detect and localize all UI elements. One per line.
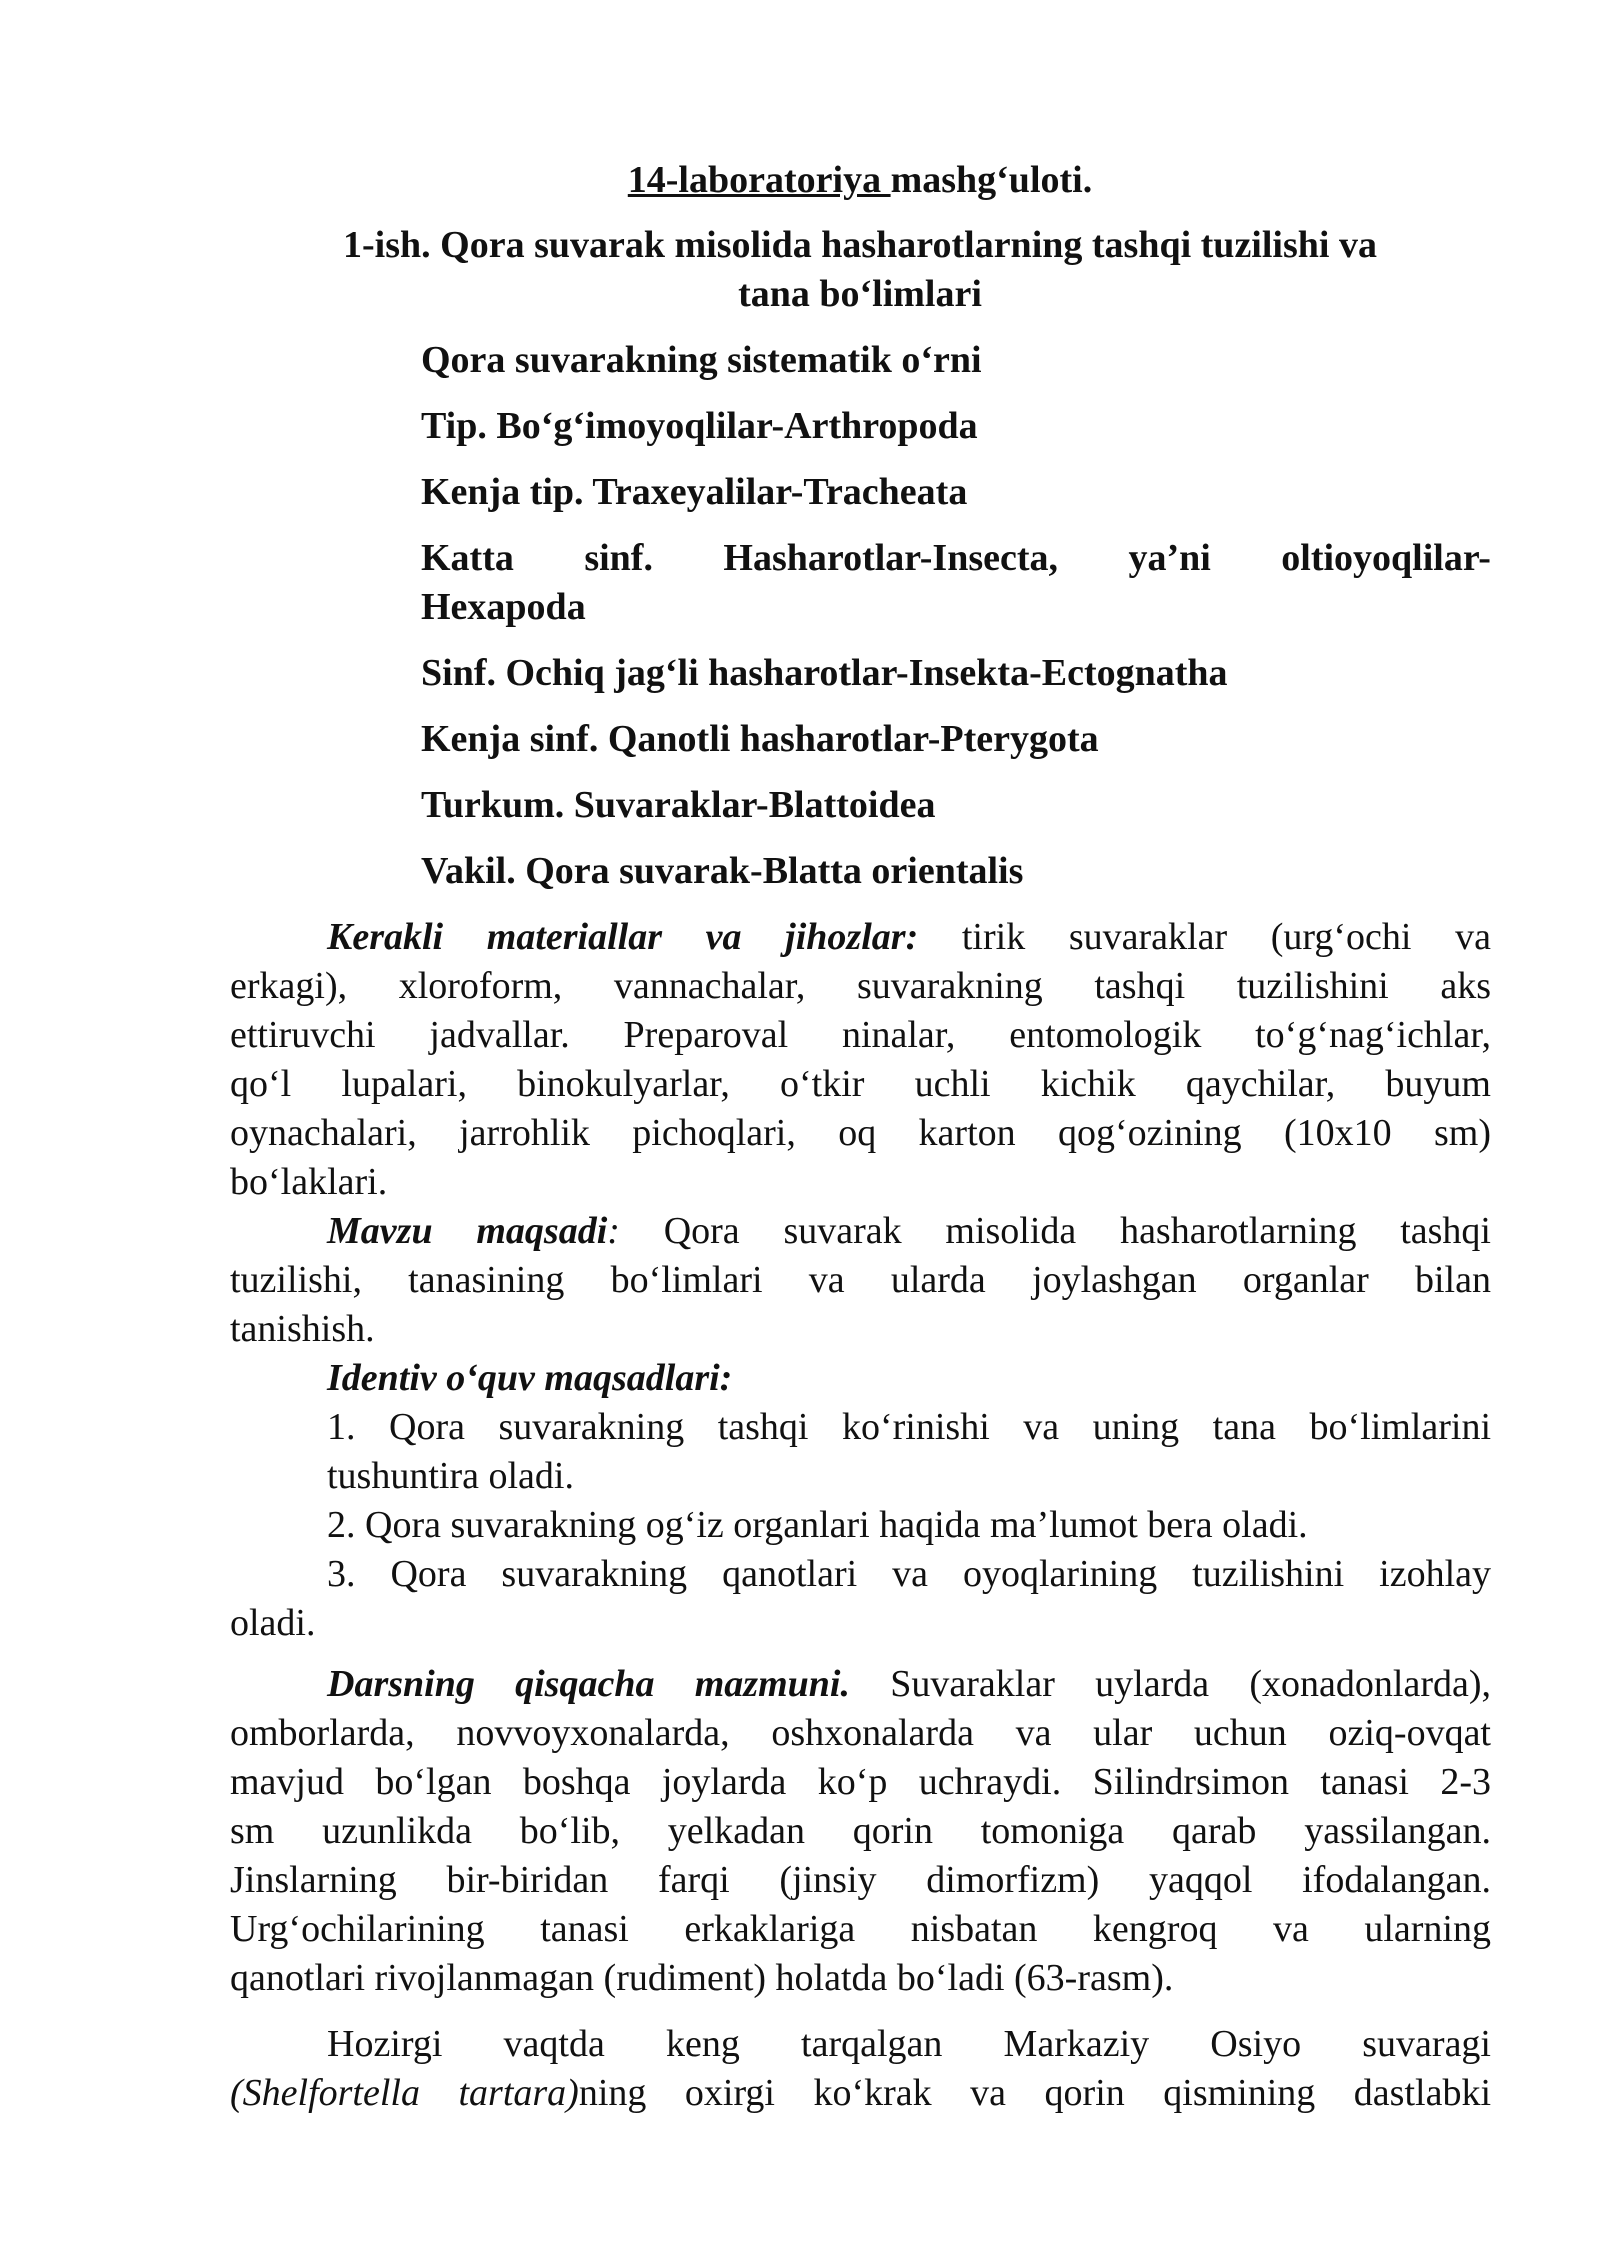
summary-line-7: qanotlari rivojlanmagan (rudiment) holatda bo‘ladi (63-rasm). [230, 1957, 1174, 1999]
objective-3-line-2: oladi. [230, 1602, 316, 1644]
continuation-line-1: Hozirgi vaqtda keng tarqalgan Markaziy Osiyo suvaragi [327, 2023, 1491, 2065]
continuation-line-2 [230, 2069, 1491, 2118]
taxonomy-kenja-sinf: Kenja sinf. Qanotli hasharotlar-Pterygota [421, 718, 1099, 760]
species-name-italic: (Shelfortella tartara) [230, 2072, 579, 2114]
summary-line-2: omborlarda, novvoyxonalarda, oshxonalarda va ular uchun oziq-ovqat [230, 1712, 1491, 1754]
title-lab-number: 14-laboratoriya [627, 159, 891, 201]
summary-line-3: mavjud bo‘lgan boshqa joylarda ko‘p uchraydi. Silindrsimon tanasi 2-3 [230, 1761, 1491, 1803]
summary-line-1-text: Suvaraklar uylarda (xonadonlarda), [890, 1663, 1491, 1705]
materials-line-1-text: tirik suvaraklar (urg‘ochi va [961, 916, 1491, 958]
summary-label: Darsning qisqacha mazmuni. [327, 1663, 850, 1705]
taxonomy-vakil: Vakil. Qora suvarak-Blatta orientalis [421, 850, 1024, 892]
purpose-label: Mavzu maqsadi [327, 1210, 608, 1252]
taxonomy-tip: Tip. Bo‘g‘imoyoqlilar-Arthropoda [421, 405, 978, 447]
materials-line-5: oynachalari, jarrohlik pichoqlari, oq karton qog‘ozining (10x10 sm) [230, 1112, 1491, 1154]
objective-2: 2. Qora suvarakning og‘iz organlari haqida ma’lumot bera oladi. [327, 1504, 1308, 1546]
subtitle-line-1: 1-ish. Qora suvarak misolida hasharotlarning tashqi tuzilishi va [343, 224, 1377, 266]
katta-sinf-word-1: Katta [421, 537, 514, 579]
taxonomy-katta-sinf-line-2: Hexapoda [421, 586, 586, 628]
materials-line-3: ettiruvchi jadvallar. Preparoval ninalar, entomologik to‘g‘nag‘ichlar, [230, 1014, 1491, 1056]
purpose-line-1 [327, 1207, 1491, 1256]
purpose-colon: : [607, 1210, 620, 1252]
purpose-line-3: tanishish. [230, 1308, 375, 1350]
objective-3-line-1: 3. Qora suvarakning qanotlari va oyoqlarining tuzilishini izohlay [327, 1553, 1491, 1595]
taxonomy-sinf: Sinf. Ochiq jag‘li hasharotlar-Insekta-Ectognatha [421, 652, 1228, 694]
purpose-label-group [327, 1210, 620, 1252]
objective-1-line-2: tushuntira oladi. [327, 1455, 574, 1497]
taxonomy-turkum: Turkum. Suvaraklar-Blattoidea [421, 784, 936, 826]
katta-sinf-word-2: sinf. [584, 537, 653, 579]
summary-line-1 [327, 1660, 1491, 1709]
objectives-label: Identiv o‘quv maqsadlari: [327, 1357, 733, 1399]
objective-1-line-1: 1. Qora suvarakning tashqi ko‘rinishi va uning tana bo‘limlarini [327, 1406, 1491, 1448]
continuation-line-2-text: ning oxirgi ko‘krak va qorin qismining dastlabki [578, 2072, 1492, 2114]
katta-sinf-word-4: ya’ni [1128, 537, 1211, 579]
taxonomy-kenja-tip: Kenja tip. Traxeyalilar-Tracheata [421, 471, 968, 513]
summary-line-6: Urg‘ochilarining tanasi erkaklariga nisbatan kengroq va ularning [230, 1908, 1491, 1950]
summary-line-4: sm uzunlikda bo‘lib, yelkadan qorin tomoniga qarab yassilangan. [230, 1810, 1491, 1852]
title-rest: mashg‘uloti. [890, 159, 1093, 201]
materials-line-1 [327, 913, 1491, 962]
subtitle-line-2: tana bo‘limlari [738, 273, 982, 315]
katta-sinf-word-3: Hasharotlar-Insecta, [723, 537, 1058, 579]
purpose-line-2: tuzilishi, tanasining bo‘limlari va ularda joylashgan organlar bilan [230, 1259, 1491, 1301]
materials-line-4: qo‘l lupalari, binokulyarlar, o‘tkir uchli kichik qaychilar, buyum [230, 1063, 1491, 1105]
materials-label: Kerakli materiallar va jihozlar: [327, 916, 919, 958]
katta-sinf-word-5: oltioyoqlilar- [1281, 537, 1491, 579]
taxonomy-katta-sinf [421, 534, 1491, 583]
page-title [230, 156, 1490, 205]
summary-line-5: Jinslarning bir-biridan farqi (jinsiy dimorfizm) yaqqol ifodalangan. [230, 1859, 1491, 1901]
materials-line-6: bo‘laklari. [230, 1161, 388, 1203]
materials-line-2: erkagi), xloroform, vannachalar, suvarakning tashqi tuzilishini aks [230, 965, 1491, 1007]
purpose-line-1-text: Qora suvarak misolida hasharotlarning tashqi [663, 1210, 1491, 1252]
taxonomy-heading: Qora suvarakning sistematik o‘rni [421, 339, 982, 381]
